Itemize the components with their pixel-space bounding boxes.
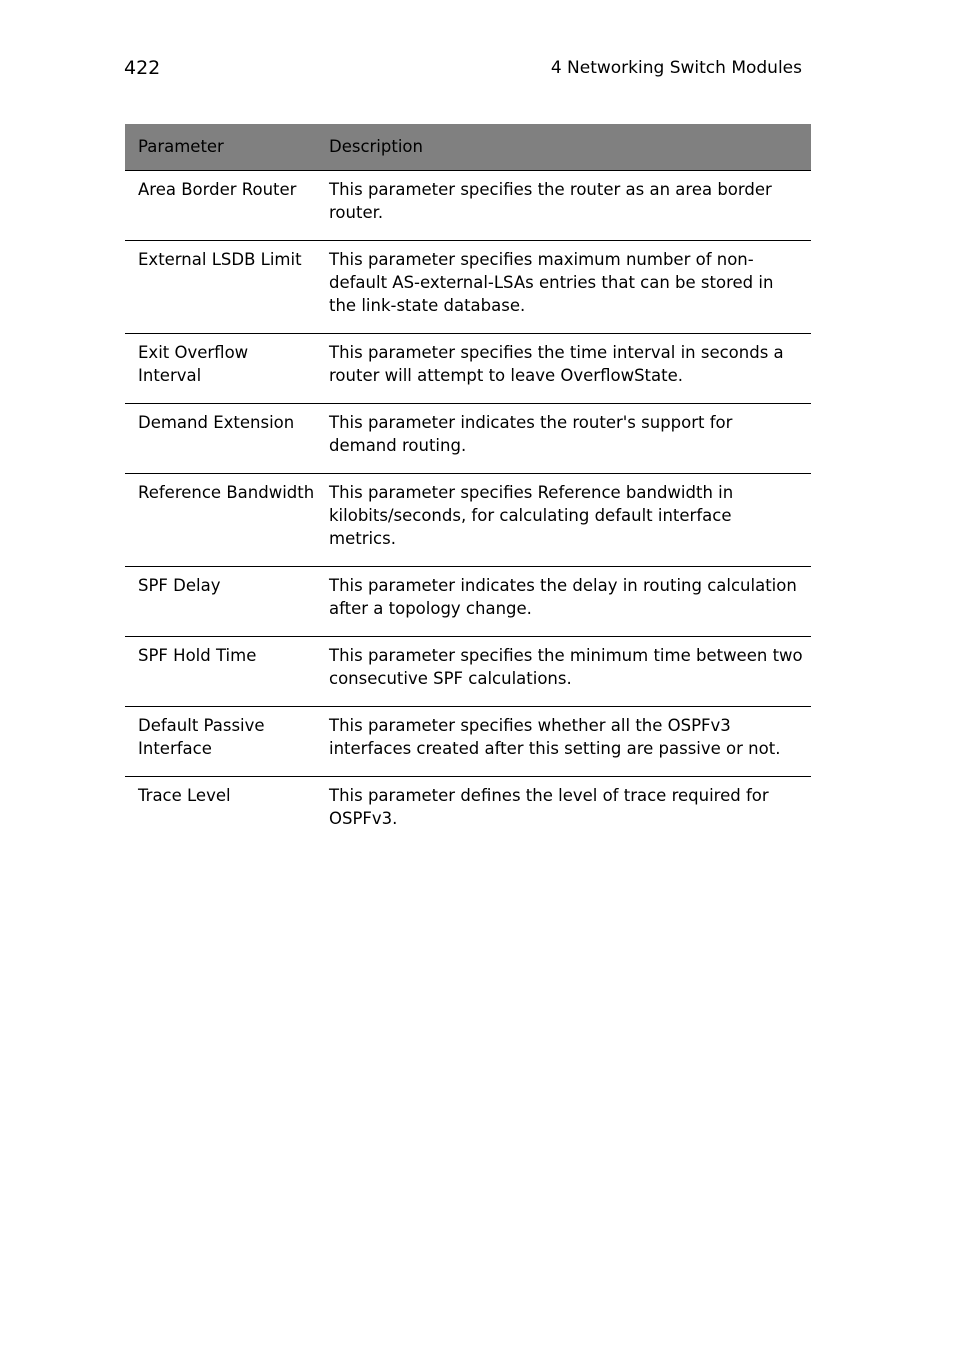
description-cell: This parameter specifies the minimum time between two consecutive SPF calculations. bbox=[316, 637, 811, 707]
table-row bbox=[125, 707, 811, 777]
column-header-parameter: Parameter bbox=[125, 124, 316, 171]
description-cell: This parameter indicates the delay in routing calculation after a topology change. bbox=[316, 567, 811, 637]
description-cell: This parameter indicates the router's support for demand routing. bbox=[316, 404, 811, 474]
description-cell: This parameter defines the level of trace required for OSPFv3. bbox=[329, 786, 769, 828]
table-row bbox=[125, 637, 811, 707]
parameter-cell: SPF Hold Time bbox=[125, 637, 316, 707]
table-row bbox=[125, 404, 811, 474]
running-header: 4 Networking Switch Modules bbox=[550, 58, 802, 78]
description-cell: This parameter specifies maximum number of non-default AS-external-LSAs entries that can be stored in the link-state database. bbox=[316, 241, 811, 334]
description-cell: This parameter specifies Reference bandwidth in kilobits/seconds, for calculating default interface metrics. bbox=[316, 474, 811, 567]
description-cell: This parameter specifies whether all the OSPFv3 interfaces created after this setting are passive or not. bbox=[316, 707, 811, 777]
parameter-cell: Reference Bandwidth bbox=[125, 474, 316, 567]
table-row bbox=[125, 567, 811, 637]
description-cell: This parameter specifies the router as an area border router. bbox=[316, 171, 811, 241]
table-header-row bbox=[125, 124, 811, 171]
parameter-cell: Area Border Router bbox=[125, 171, 316, 241]
table-row bbox=[125, 171, 811, 241]
table-row bbox=[125, 241, 811, 334]
table-row bbox=[125, 777, 811, 847]
parameter-cell: External LSDB Limit bbox=[125, 241, 316, 334]
table-row bbox=[125, 474, 811, 567]
page-number: 422 bbox=[124, 57, 161, 79]
column-header-description: Description bbox=[316, 124, 811, 171]
parameter-table bbox=[125, 124, 811, 846]
parameter-cell: SPF Delay bbox=[125, 567, 316, 637]
parameter-cell: Trace Level bbox=[138, 786, 231, 805]
description-cell: This parameter specifies the time interval in seconds a router will attempt to leave OverflowState. bbox=[316, 334, 811, 404]
parameter-cell: Exit Overflow Interval bbox=[125, 334, 316, 404]
table-row bbox=[125, 334, 811, 404]
parameter-cell: Demand Extension bbox=[125, 404, 316, 474]
parameter-cell: Default Passive Interface bbox=[125, 707, 316, 777]
